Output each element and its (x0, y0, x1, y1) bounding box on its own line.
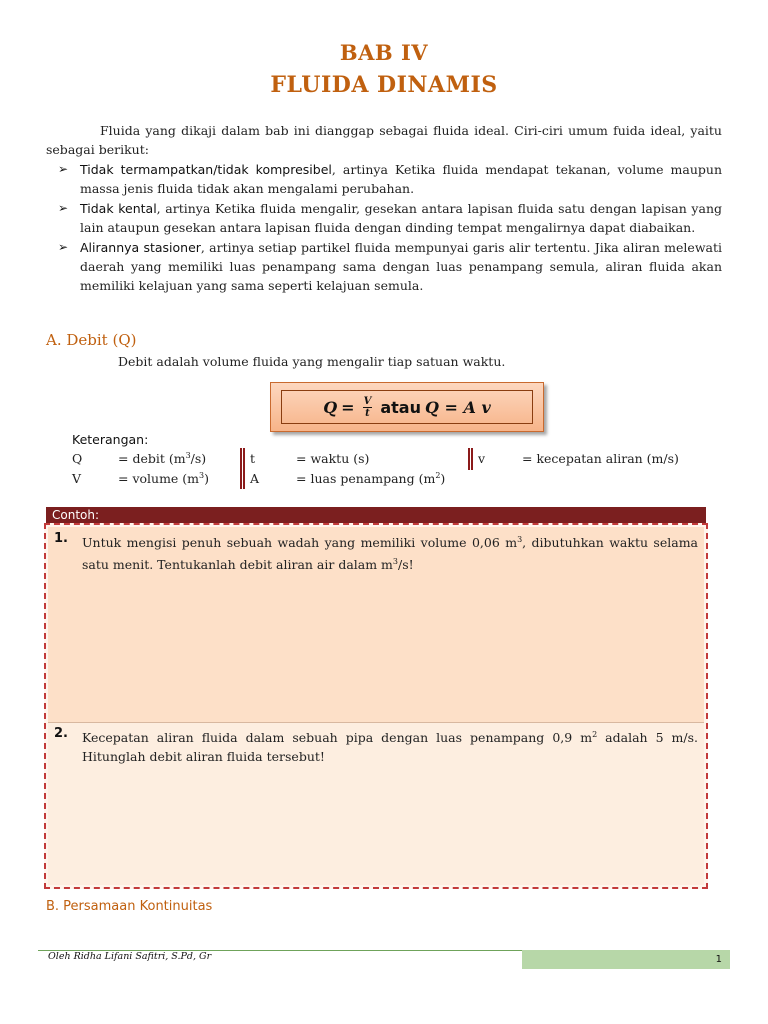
example-question: Kecepatan aliran fluida dalam sebuah pipa dengan luas penampang 0,9 $m^2$ adalah 5 m/s. Hitunglah debit aliran fluida tersebut! (82, 730, 698, 765)
contoh-header: Contoh: (46, 507, 706, 523)
keterangan-row (72, 451, 722, 471)
legend-symbol: v (478, 451, 486, 466)
legend-desc: = debit $(m^3/s)$ (118, 451, 207, 467)
example-number: 1. (54, 531, 68, 546)
contoh-box (44, 523, 708, 889)
formula-numerator: V (363, 395, 372, 407)
list-item (58, 238, 722, 295)
item-term: Tidak termampatkan/tidak kompresibel (80, 162, 332, 177)
legend-symbol: A (250, 471, 260, 486)
legend-desc: = kecepatan aliran (m/s) (522, 451, 679, 466)
debit-definition: Debit adalah volume fluida yang mengalir tiap satuan waktu. (118, 354, 506, 369)
section-a-heading: A. Debit (Q) (46, 331, 137, 349)
keterangan-label: Keterangan: (72, 432, 149, 447)
example-number: 2. (54, 726, 68, 741)
legend-symbol: V (72, 471, 82, 486)
keterangan-row (72, 471, 722, 491)
formula (281, 390, 533, 424)
formula-denominator: t (365, 407, 370, 419)
list-item (58, 199, 722, 237)
example-question: Untuk mengisi penuh sebuah wadah yang memiliki volume 0,06 $m^3$, dibutuhkan waktu selama satu menit. Tentukanlah debit aliran air dalam $m^3/s$! (82, 535, 698, 573)
item-desc: , artinya Ketika fluida mengalir, gesekan antara lapisan fluida satu dengan lapisan yang lain ataupun gesekan antara lapisan fluida dengan dinding tempat mengalirnya dapat diabaikan. (80, 201, 722, 235)
list-item (58, 160, 722, 198)
formula-eq: = (341, 397, 355, 417)
chapter-number: BAB IV (339, 40, 429, 65)
legend-desc: = waktu (s) (296, 451, 370, 466)
formula-box (270, 382, 544, 432)
formula-connector: atau (380, 397, 421, 417)
intro-paragraph (46, 121, 722, 159)
formula-lhs: Q (323, 397, 338, 417)
legend-symbol: t (250, 451, 256, 466)
legend-symbol: Q (72, 451, 83, 466)
page-number: 1 (522, 950, 730, 969)
intro-text: Fluida yang dikaji dalam bab ini dianggap sebagai fluida ideal. Ciri-ciri umum fuida ideal, yaitu sebagai berikut: (46, 123, 722, 157)
legend-desc: = luas penampang $(m^2)$ (296, 471, 446, 487)
item-term: Tidak kental (80, 201, 157, 216)
chapter-title: FLUIDA DINAMIS (270, 72, 498, 98)
item-term: Alirannya stasioner (80, 240, 201, 255)
arrow-bullet-icon: ➢ (58, 201, 69, 215)
footer-author: Oleh Ridha Lifani Safitri, S.Pd, Gr (48, 951, 212, 962)
formula-rhs: Q = A v (424, 397, 491, 417)
section-b-heading: B. Persamaan Kontinuitas (46, 899, 213, 914)
column-divider (240, 448, 245, 489)
arrow-bullet-icon: ➢ (58, 240, 69, 254)
characteristics-list (58, 160, 722, 296)
legend-desc: = volume $(m^3)$ (118, 471, 210, 487)
formula-fraction (363, 396, 373, 419)
item-desc: , artinya Ketika fluida mendapat tekanan, volume maupun massa jenis fluida tidak akan mengalami perubahan. (80, 162, 723, 196)
arrow-bullet-icon: ➢ (58, 162, 69, 176)
column-divider (468, 448, 473, 470)
item-desc: , artinya setiap partikel fluida mempunyai garis alir tertentu. Jika aliran melewati daerah yang memiliki luas penampang sama dengan luas penampang semula, aliran fluida akan memiliki kelajuan yang sama seperti kelajuan semula. (80, 240, 722, 293)
